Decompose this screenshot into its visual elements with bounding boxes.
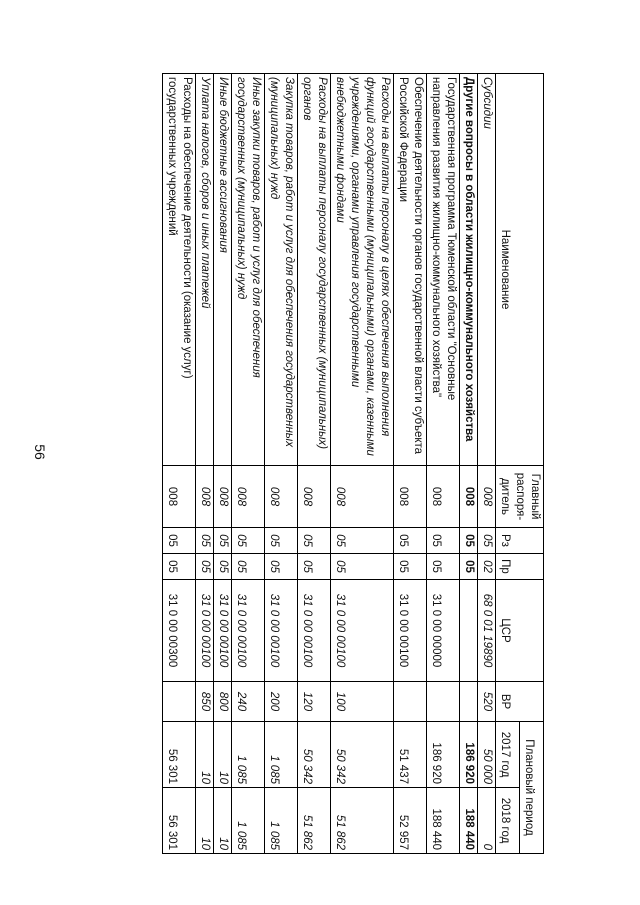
header-pr: Пр bbox=[496, 554, 544, 580]
header-name: Наименование bbox=[496, 74, 544, 466]
cell-y2017: 10 bbox=[214, 722, 232, 788]
cell-vr: 800 bbox=[214, 682, 232, 722]
cell-chief: 008 bbox=[265, 466, 298, 528]
cell-rz: 05 bbox=[214, 528, 232, 554]
cell-rz: 05 bbox=[331, 528, 394, 554]
cell-rz: 05 bbox=[163, 528, 196, 554]
table-row bbox=[394, 74, 427, 854]
cell-rz: 05 bbox=[427, 528, 460, 554]
cell-y2018: 10 bbox=[196, 788, 214, 854]
cell-pr: 05 bbox=[460, 554, 478, 580]
cell-csr: 68 0 01 19890 bbox=[478, 580, 496, 682]
cell-csr: 31 0 00 00100 bbox=[331, 580, 394, 682]
table-row bbox=[331, 74, 394, 854]
cell-csr: 31 0 00 00100 bbox=[265, 580, 298, 682]
table-row bbox=[163, 74, 196, 854]
cell-vr bbox=[427, 682, 460, 722]
table-row bbox=[232, 74, 265, 854]
cell-pr: 05 bbox=[427, 554, 460, 580]
table-row bbox=[196, 74, 214, 854]
cell-y2017: 186 920 bbox=[460, 722, 478, 788]
cell-y2018: 56 301 bbox=[163, 788, 196, 854]
cell-vr: 850 bbox=[196, 682, 214, 722]
rotated-sheet bbox=[80, 73, 544, 853]
cell-y2017: 186 920 bbox=[427, 722, 460, 788]
header-planned-period: Плановый период bbox=[520, 722, 544, 854]
cell-pr: 05 bbox=[265, 554, 298, 580]
cell-y2017: 1 085 bbox=[232, 722, 265, 788]
cell-chief: 008 bbox=[196, 466, 214, 528]
cell-chief: 008 bbox=[478, 466, 496, 528]
cell-name: Расходы на выплаты персоналу государственных (муниципальных) органов bbox=[298, 74, 331, 466]
cell-y2018: 10 bbox=[214, 788, 232, 854]
cell-y2018: 1 085 bbox=[265, 788, 298, 854]
cell-vr: 240 bbox=[232, 682, 265, 722]
cell-rz: 05 bbox=[460, 528, 478, 554]
cell-chief: 008 bbox=[331, 466, 394, 528]
table-body bbox=[163, 74, 496, 854]
cell-chief: 008 bbox=[163, 466, 196, 528]
cell-name: Иные закупки товаров, работ и услуг для обеспечения государственных (муниципальных) нужд bbox=[232, 74, 265, 466]
table-row bbox=[460, 74, 478, 854]
header-rz: Рз bbox=[496, 528, 544, 554]
cell-name: Субсидии bbox=[478, 74, 496, 466]
cell-csr: 31 0 00 00300 bbox=[163, 580, 196, 682]
cell-name: Расходы на выплаты персоналу в целях обеспечения выполнения функций государственными (муниципальными) органами, казенными учреждениями, органами управления государственными внебюджетными фондами bbox=[331, 74, 394, 466]
cell-name: Уплата налогов, сборов и иных платежей bbox=[196, 74, 214, 466]
table-row bbox=[427, 74, 460, 854]
cell-rz: 05 bbox=[394, 528, 427, 554]
table-row bbox=[298, 74, 331, 854]
cell-vr: 100 bbox=[331, 682, 394, 722]
cell-pr: 05 bbox=[214, 554, 232, 580]
header-csr: ЦСР bbox=[496, 580, 544, 682]
cell-pr: 05 bbox=[331, 554, 394, 580]
cell-y2018: 188 440 bbox=[427, 788, 460, 854]
cell-y2018: 51 862 bbox=[298, 788, 331, 854]
cell-csr: 31 0 00 00100 bbox=[196, 580, 214, 682]
table-row bbox=[214, 74, 232, 854]
cell-vr: 200 bbox=[265, 682, 298, 722]
budget-table bbox=[162, 73, 544, 854]
cell-vr: 520 bbox=[478, 682, 496, 722]
cell-name: Обеспечение деятельности органов государственной власти субъекта Российской Федерации bbox=[394, 74, 427, 466]
cell-name: Государственная программа Тюменской области "Основные направления развития жилищно-коммунального хозяйства" bbox=[427, 74, 460, 466]
cell-chief: 008 bbox=[298, 466, 331, 528]
cell-chief: 008 bbox=[460, 466, 478, 528]
page-number: 56 bbox=[32, 444, 48, 460]
cell-csr: 31 0 00 00100 bbox=[394, 580, 427, 682]
cell-y2018: 1 085 bbox=[232, 788, 265, 854]
cell-rz: 05 bbox=[232, 528, 265, 554]
cell-y2017: 50 342 bbox=[298, 722, 331, 788]
cell-name: Иные бюджетные ассигнования bbox=[214, 74, 232, 466]
cell-csr: 31 0 00 00000 bbox=[427, 580, 460, 682]
cell-csr: 31 0 00 00100 bbox=[298, 580, 331, 682]
cell-y2018: 52 957 bbox=[394, 788, 427, 854]
cell-rz: 05 bbox=[265, 528, 298, 554]
cell-chief: 008 bbox=[232, 466, 265, 528]
cell-y2017: 50 000 bbox=[478, 722, 496, 788]
cell-chief: 008 bbox=[394, 466, 427, 528]
cell-pr: 05 bbox=[196, 554, 214, 580]
cell-vr bbox=[394, 682, 427, 722]
cell-y2018: 0 bbox=[478, 788, 496, 854]
cell-csr: 31 0 00 00100 bbox=[214, 580, 232, 682]
cell-vr: 120 bbox=[298, 682, 331, 722]
table-row bbox=[478, 74, 496, 854]
cell-rz: 05 bbox=[196, 528, 214, 554]
cell-y2017: 1 085 bbox=[265, 722, 298, 788]
cell-csr bbox=[460, 580, 478, 682]
cell-pr: 05 bbox=[394, 554, 427, 580]
cell-pr: 02 bbox=[478, 554, 496, 580]
cell-name: Закупка товаров, работ и услуг для обеспечения государственных (муниципальных) нужд bbox=[265, 74, 298, 466]
cell-vr bbox=[460, 682, 478, 722]
cell-name: Другие вопросы в области жилищно-коммунального хозяйства bbox=[460, 74, 478, 466]
cell-y2018: 188 440 bbox=[460, 788, 478, 854]
header-row bbox=[520, 74, 544, 854]
cell-pr: 05 bbox=[298, 554, 331, 580]
cell-pr: 05 bbox=[163, 554, 196, 580]
cell-y2017: 10 bbox=[196, 722, 214, 788]
cell-rz: 05 bbox=[478, 528, 496, 554]
cell-chief: 008 bbox=[214, 466, 232, 528]
cell-vr bbox=[163, 682, 196, 722]
cell-name: Расходы на обеспечение деятельности (оказание услуг) государственных учреждений bbox=[163, 74, 196, 466]
header-vr: ВР bbox=[496, 682, 544, 722]
cell-y2017: 51 437 bbox=[394, 722, 427, 788]
cell-y2017: 56 301 bbox=[163, 722, 196, 788]
table-row bbox=[265, 74, 298, 854]
cell-y2018: 51 862 bbox=[331, 788, 394, 854]
cell-y2017: 50 342 bbox=[331, 722, 394, 788]
cell-rz: 05 bbox=[298, 528, 331, 554]
cell-chief: 008 bbox=[427, 466, 460, 528]
header-chief: Главный распоря-дитель bbox=[496, 466, 544, 528]
header-2018: 2018 год bbox=[496, 788, 520, 854]
cell-csr: 31 0 00 00100 bbox=[232, 580, 265, 682]
cell-pr: 05 bbox=[232, 554, 265, 580]
header-2017: 2017 год bbox=[496, 722, 520, 788]
